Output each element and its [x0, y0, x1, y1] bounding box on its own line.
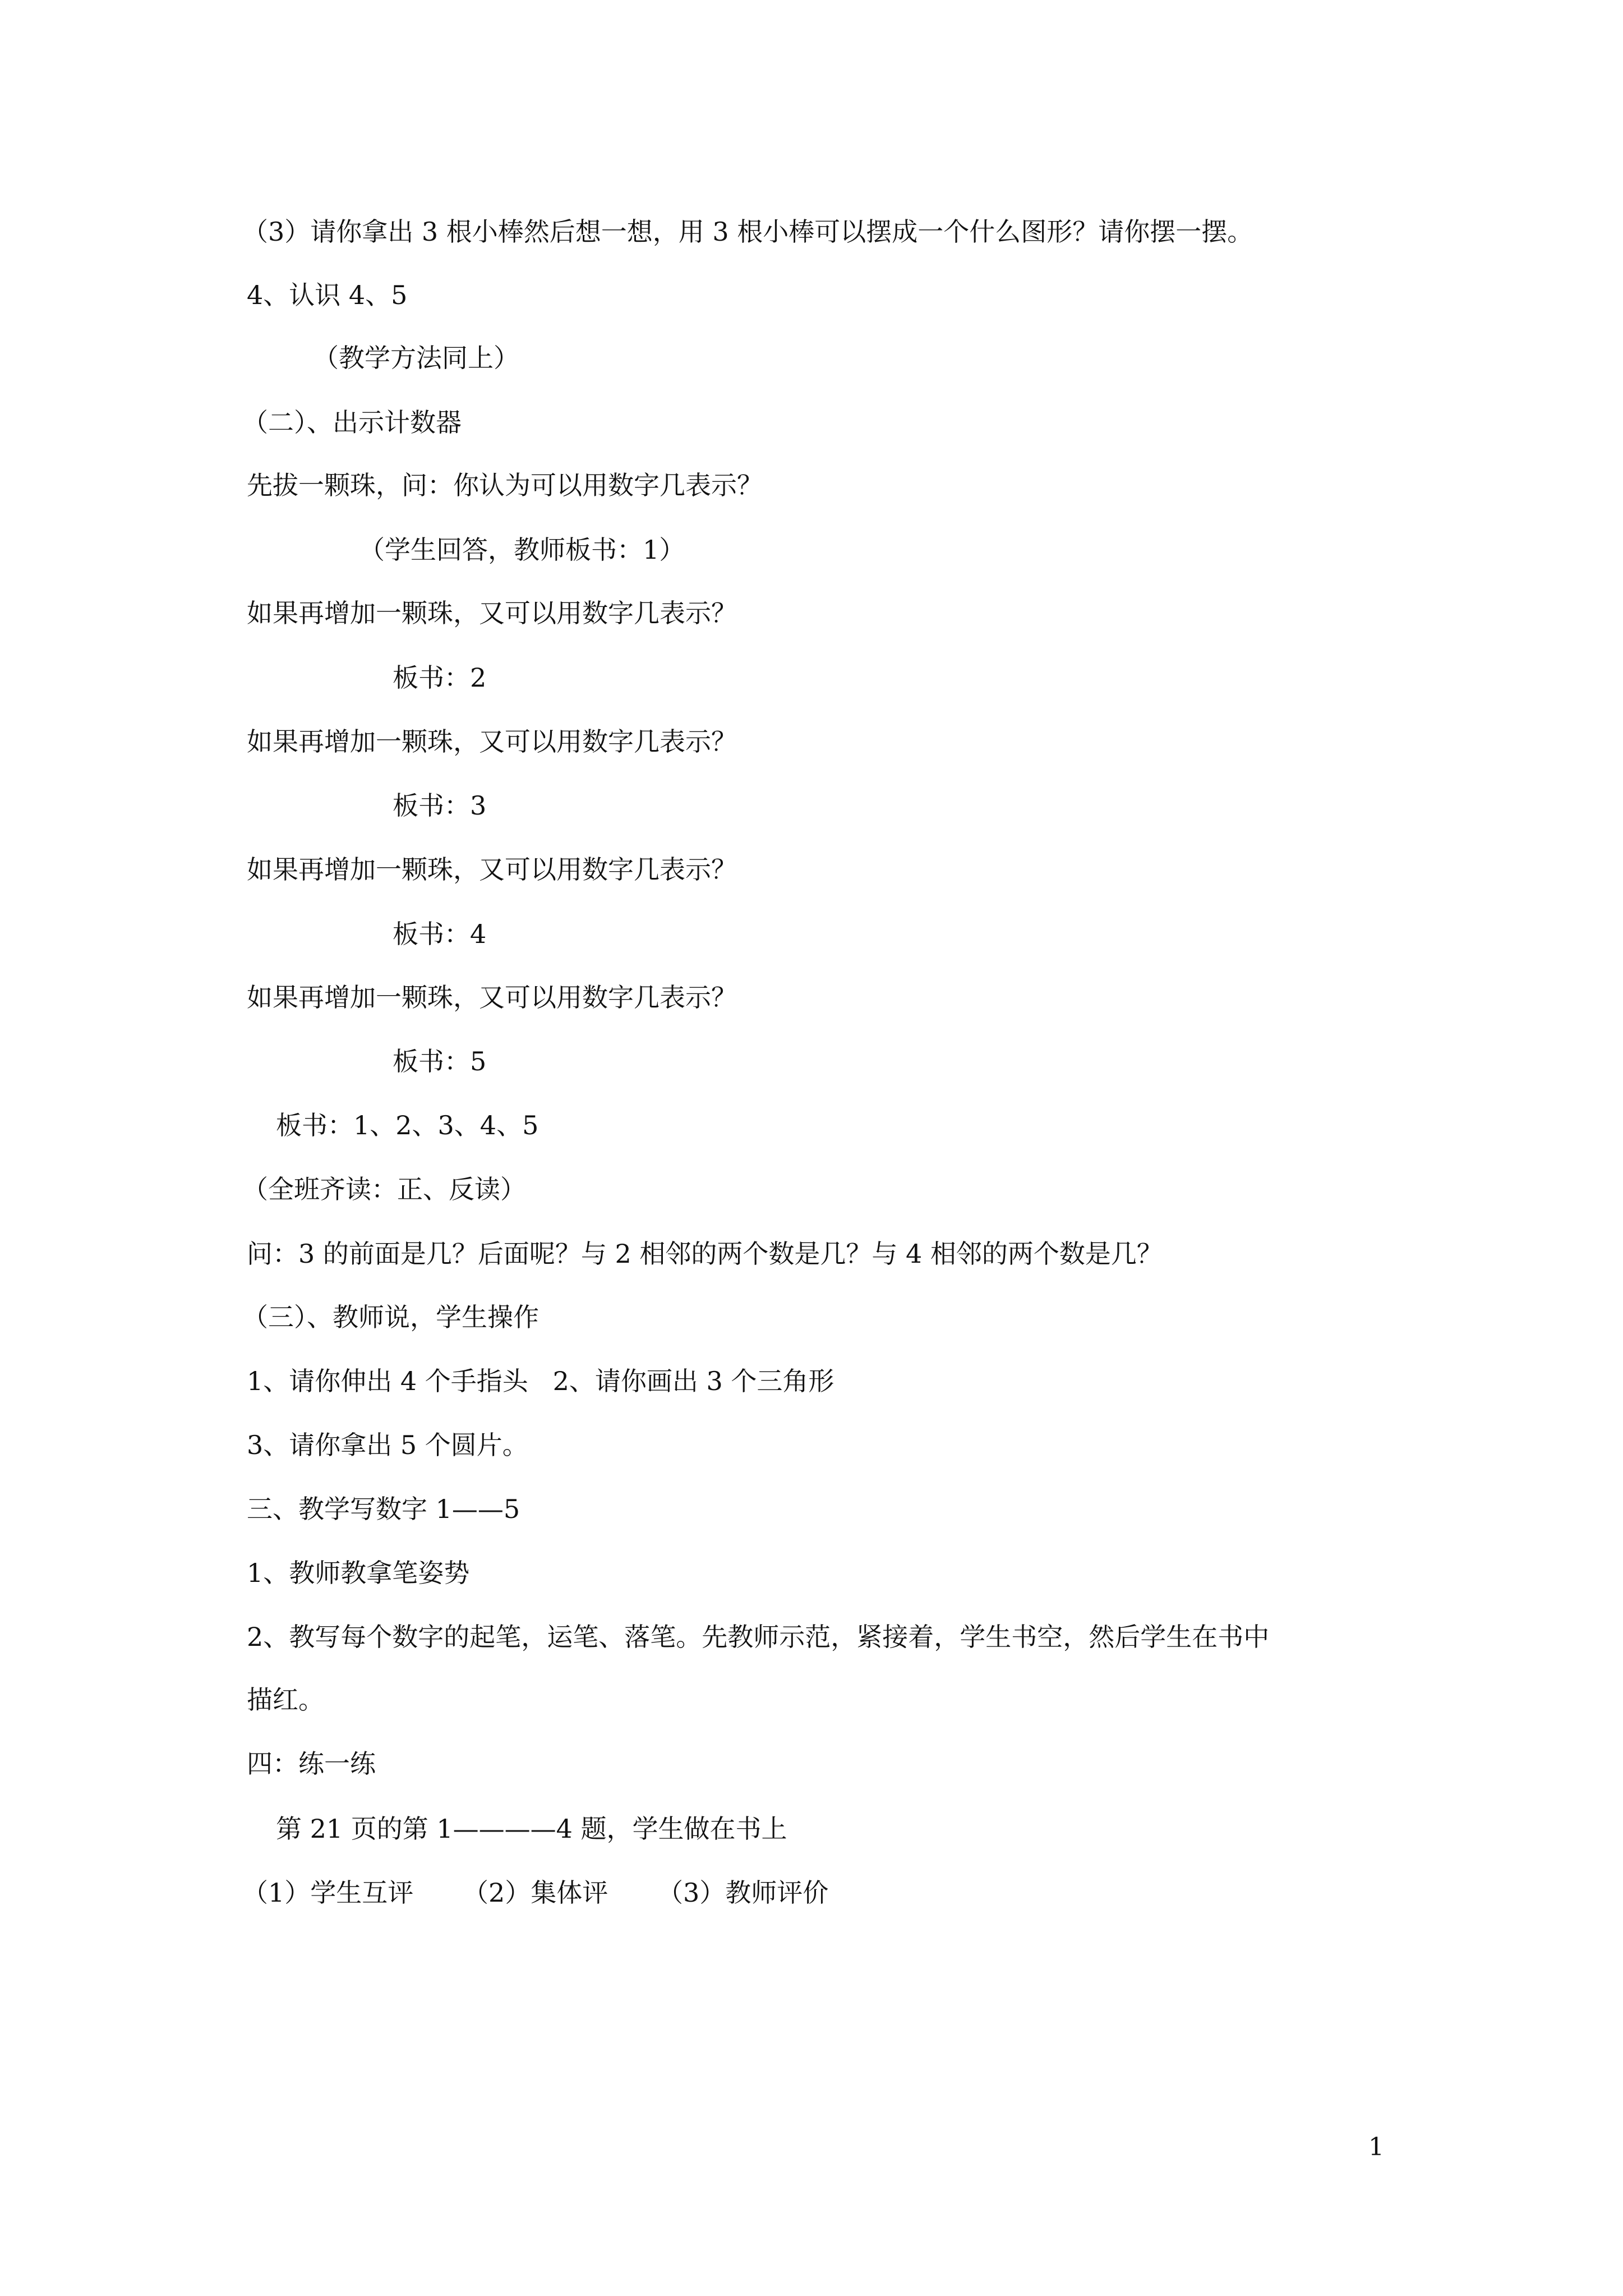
text-line: 板书：1、2、3、4、5: [276, 1110, 539, 1140]
text-line: 3、请你拿出 5 个圆片。: [247, 1430, 528, 1460]
text-line: 如果再增加一颗珠，又可以用数字几表示？: [247, 982, 737, 1013]
text-line: 4、认识 4、5: [247, 280, 408, 310]
text-line: 四：练一练: [247, 1749, 376, 1779]
text-line: （全班齐读：正、反读）: [242, 1174, 526, 1204]
text-line: 板书：4: [393, 919, 487, 949]
text-line: （教学方法同上）: [313, 343, 519, 373]
text-line: 板书：3: [393, 790, 487, 821]
text-line: 先拔一颗珠，问：你认为可以用数字几表示？: [247, 470, 763, 500]
text-line: 1、教师教拿笔姿势: [247, 1558, 470, 1588]
text-line: 问：3 的前面是几？后面呢？与 2 相邻的两个数是几？与 4 相邻的两个数是几？: [247, 1239, 1163, 1269]
text-line: （1）学生互评 （2）集体评 （3）教师评价: [242, 1878, 829, 1908]
text-line: 板书：5: [393, 1046, 487, 1076]
page-number: 1: [1368, 2133, 1384, 2161]
text-line: （学生回答，教师板书：1）: [359, 535, 685, 565]
text-line: 如果再增加一颗珠，又可以用数字几表示？: [247, 854, 737, 885]
text-line: 2、教写每个数字的起笔，运笔、落笔。先教师示范，紧接着，学生书空，然后学生在书中: [247, 1622, 1270, 1652]
text-line: 1、请你伸出 4 个手指头 2、请你画出 3 个三角形: [247, 1366, 834, 1396]
text-line: 如果再增加一颗珠，又可以用数字几表示？: [247, 598, 737, 628]
text-line: 板书：2: [393, 662, 487, 693]
text-line: （二）、出示计数器: [242, 407, 462, 438]
text-line: 第 21 页的第 1————4 题，学生做在书上: [276, 1814, 787, 1844]
text-line: （三）、教师说，学生操作: [242, 1302, 539, 1332]
text-line: 如果再增加一颗珠，又可以用数字几表示？: [247, 726, 737, 757]
text-line: 描红。: [247, 1685, 324, 1715]
text-line: 三、教学写数字 1——5: [247, 1494, 520, 1524]
text-line: （3）请你拿出 3 根小棒然后想一想，用 3 根小棒可以摆成一个什么图形？请你摆一摆。: [242, 217, 1253, 247]
